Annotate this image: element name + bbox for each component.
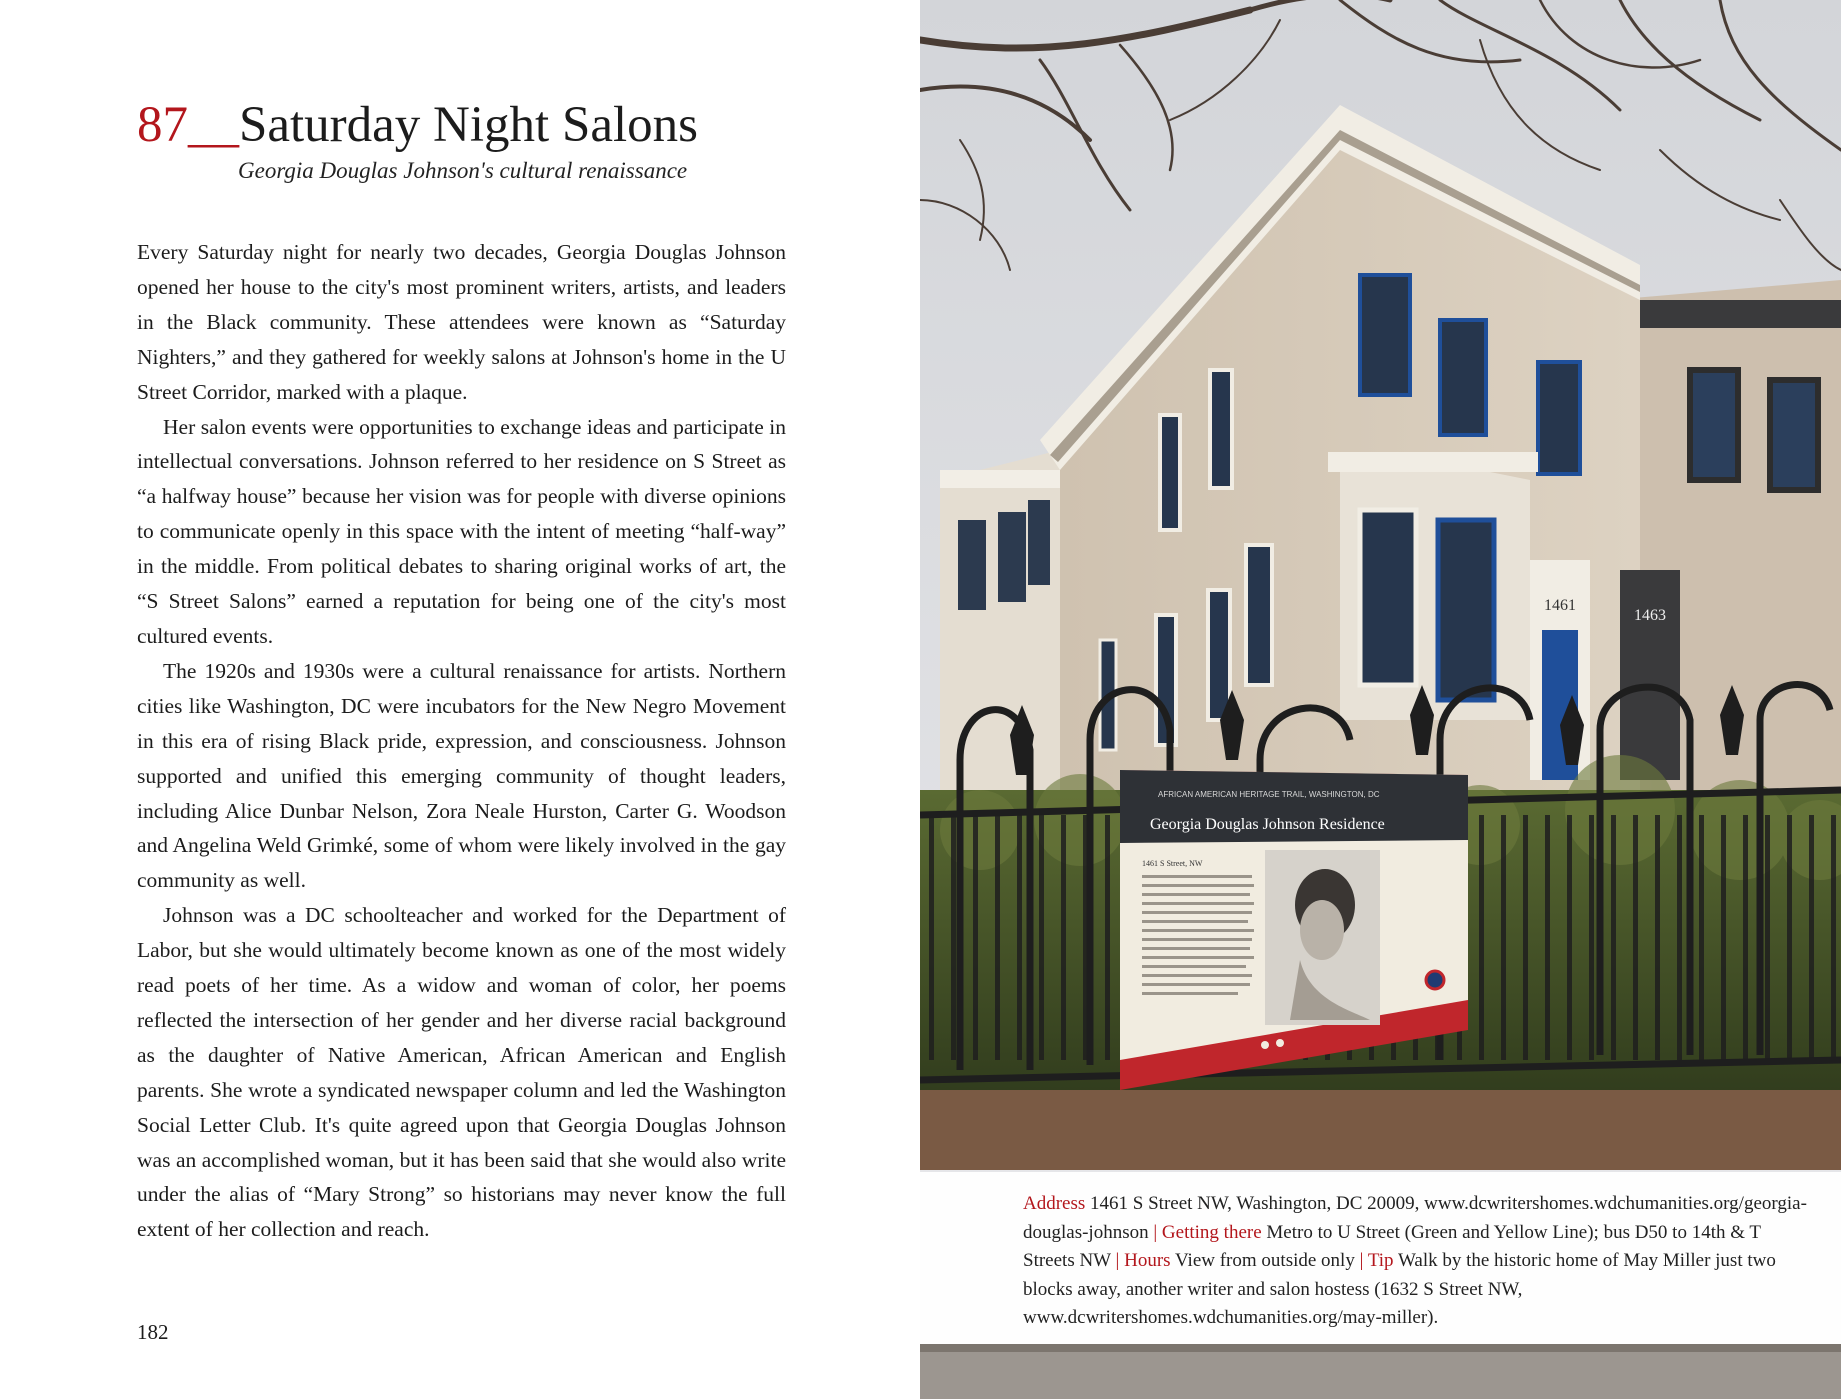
address-label: Address bbox=[1023, 1193, 1086, 1214]
tip-label: Tip bbox=[1367, 1250, 1394, 1271]
tip-text: Walk by the historic home of May Miller just two blocks away, another writer and salon hostess (1632 S Street NW, www.dcwritershomes.wdchumanities.org/may-miller). bbox=[1023, 1250, 1776, 1328]
paragraph: Every Saturday night for nearly two decades, Georgia Douglas Johnson opened her house to the city's most prominent writers, artists, and leaders in the Black community. These attendees were known as “Saturday Nighters,” and they gathered for weekly salons at Johnson's home in the U Street Corridor, marked with a plaque. bbox=[137, 240, 786, 404]
house-number-2: 1463 bbox=[1634, 607, 1666, 624]
title-text: Saturday Night Salons bbox=[239, 97, 698, 153]
address-text: 1461 S Street NW, Washington, DC 20009, www.dcwritershomes.wdchumanities.org/georgia-douglas-johnson bbox=[1023, 1193, 1807, 1243]
paragraph: Johnson was a DC schoolteacher and worked for the Department of Labor, but she would ultimately become known as one of the most widely read poets of her time. As a widow and woman of color, her poems reflected the intersection of her gender and her diverse racial background as the daughter of Native American, African American and English parents. She wrote a syndicated newspaper column and led the Washington Social Letter Club. It's quite agreed upon that Georgia Douglas Johnson was an accomplished woman, but it has been said that she would also write under the alias of “Mary Strong” so historians may never know the full extent of her collection and reach. bbox=[137, 903, 786, 1242]
right-page bbox=[920, 0, 1841, 1399]
body-text bbox=[137, 235, 786, 1247]
ground bbox=[920, 1090, 1841, 1170]
paragraph: Her salon events were opportunities to exchange ideas and participate in intellectual conversations. Johnson referred to her residence on S Street as “a halfway house” because her vision was for people with diverse opinions to communicate openly in this space with the intent of meeting “half-way” in the middle. From political debates to sharing original works of art, the “S Street Salons” earned a reputation for being one of the city's most cultured events. bbox=[137, 414, 786, 648]
page-number: 182 bbox=[137, 1320, 169, 1344]
page-title bbox=[137, 92, 698, 158]
sign-subhead: 1461 S Street, NW bbox=[1142, 859, 1203, 868]
divider: | bbox=[1115, 1250, 1120, 1271]
entry-number: 87 bbox=[137, 97, 188, 153]
sidewalk bbox=[920, 1344, 1841, 1399]
info-caption-box bbox=[920, 1172, 1841, 1344]
getting-there-text: Metro to U Street (Green and Yellow Line); bus D50 to 14th & T Streets NW bbox=[1023, 1221, 1761, 1271]
sign-title: Georgia Douglas Johnson Residence bbox=[1150, 816, 1385, 833]
title-separator: __ bbox=[188, 97, 239, 153]
caption-text bbox=[1023, 1190, 1813, 1333]
left-page bbox=[0, 0, 920, 1399]
hours-label: Hours bbox=[1124, 1250, 1171, 1271]
house-number-1: 1461 bbox=[1544, 597, 1576, 614]
paragraph: The 1920s and 1930s were a cultural renaissance for artists. Northern cities like Washington, DC were incubators for the New Negro Movement in this era of rising Black pride, expression, and consciousness. Johnson supported and unified this emerging community of thought leaders, including Alice Dunbar Nelson, Zora Neale Hurston, Carter G. Woodson and Angelina Weld Grimké, some of whom were likely involved in the gay community as well. bbox=[137, 658, 786, 893]
getting-there-label: Getting there bbox=[1161, 1221, 1262, 1243]
hours-text: View from outside only bbox=[1174, 1250, 1355, 1271]
divider: | bbox=[1153, 1221, 1158, 1243]
portrait-icon bbox=[1265, 850, 1380, 1025]
divider: | bbox=[1359, 1250, 1364, 1271]
sign-header: AFRICAN AMERICAN HERITAGE TRAIL, WASHINGTON, DC bbox=[1158, 790, 1380, 799]
page-subtitle: Georgia Douglas Johnson's cultural renaissance bbox=[238, 158, 688, 183]
circle-seal-icon bbox=[1426, 971, 1444, 989]
